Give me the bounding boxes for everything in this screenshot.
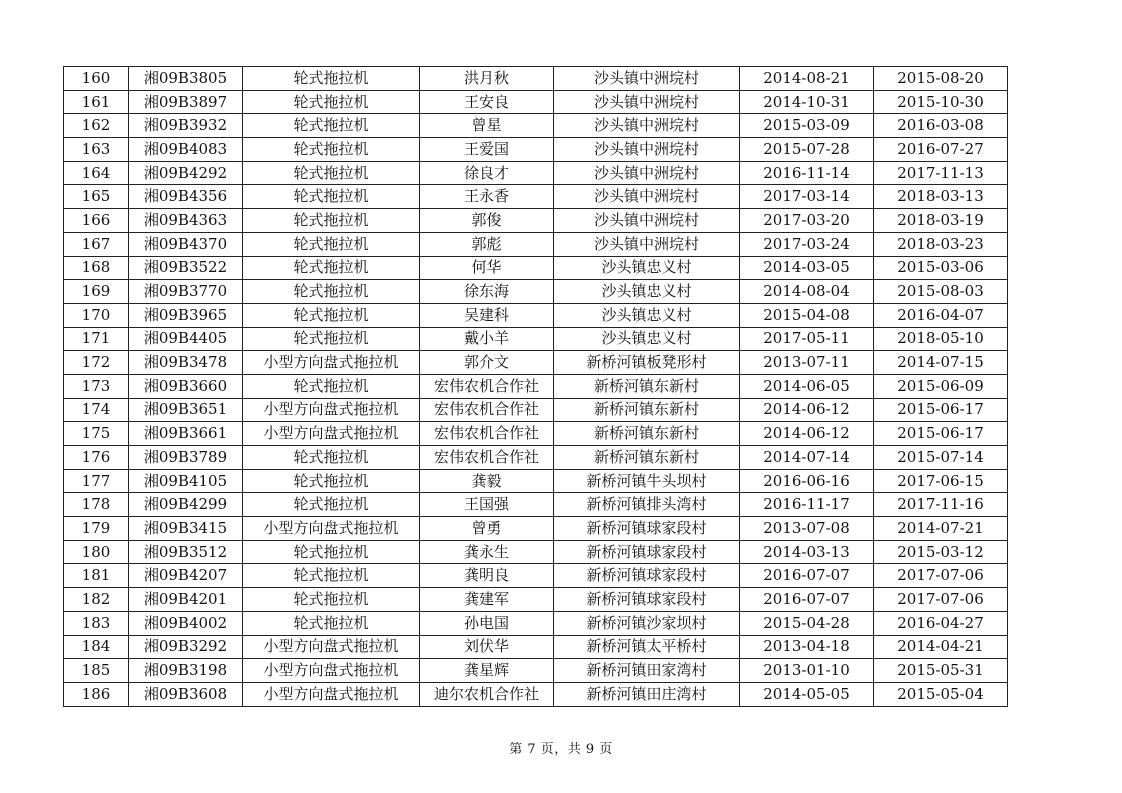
table-row (64, 114, 1008, 138)
table-row (64, 588, 1008, 612)
cell-plate-number: 湘09B3292 (129, 635, 243, 659)
cell-end-date: 2018-03-13 (874, 185, 1008, 209)
cell-end-date: 2017-11-16 (874, 493, 1008, 517)
cell-plate-number: 湘09B3789 (129, 446, 243, 470)
cell-vehicle-type: 小型方向盘式拖拉机 (243, 398, 420, 422)
cell-index: 177 (64, 469, 129, 493)
cell-vehicle-type: 轮式拖拉机 (243, 209, 420, 233)
cell-owner: 徐东海 (420, 280, 554, 304)
cell-owner: 王国强 (420, 493, 554, 517)
cell-index: 169 (64, 280, 129, 304)
cell-end-date: 2015-05-04 (874, 682, 1008, 706)
cell-address: 沙头镇忠义村 (554, 327, 740, 351)
cell-index: 160 (64, 67, 129, 91)
table-row (64, 351, 1008, 375)
cell-index: 179 (64, 517, 129, 541)
table-row (64, 540, 1008, 564)
cell-plate-number: 湘09B3478 (129, 351, 243, 375)
cell-index: 165 (64, 185, 129, 209)
cell-start-date: 2013-07-08 (740, 517, 874, 541)
cell-index: 186 (64, 682, 129, 706)
cell-plate-number: 湘09B4105 (129, 469, 243, 493)
cell-address: 新桥河镇东新村 (554, 374, 740, 398)
cell-end-date: 2017-07-06 (874, 588, 1008, 612)
cell-address: 新桥河镇排头湾村 (554, 493, 740, 517)
cell-vehicle-type: 轮式拖拉机 (243, 588, 420, 612)
table-row (64, 682, 1008, 706)
cell-start-date: 2016-11-17 (740, 493, 874, 517)
cell-start-date: 2014-05-05 (740, 682, 874, 706)
cell-address: 沙头镇忠义村 (554, 256, 740, 280)
cell-end-date: 2015-07-14 (874, 446, 1008, 470)
cell-owner: 戴小羊 (420, 327, 554, 351)
table-row (64, 374, 1008, 398)
cell-owner: 洪月秋 (420, 67, 554, 91)
cell-start-date: 2015-03-09 (740, 114, 874, 138)
cell-index: 172 (64, 351, 129, 375)
table-row (64, 398, 1008, 422)
cell-end-date: 2015-05-31 (874, 659, 1008, 683)
cell-owner: 龚星辉 (420, 659, 554, 683)
cell-index: 168 (64, 256, 129, 280)
cell-plate-number: 湘09B4201 (129, 588, 243, 612)
cell-address: 新桥河镇球家段村 (554, 517, 740, 541)
cell-vehicle-type: 小型方向盘式拖拉机 (243, 351, 420, 375)
cell-plate-number: 湘09B3965 (129, 303, 243, 327)
cell-plate-number: 湘09B3608 (129, 682, 243, 706)
cell-owner: 王爱国 (420, 138, 554, 162)
cell-vehicle-type: 小型方向盘式拖拉机 (243, 682, 420, 706)
cell-start-date: 2016-11-14 (740, 161, 874, 185)
cell-plate-number: 湘09B4370 (129, 232, 243, 256)
cell-owner: 龚永生 (420, 540, 554, 564)
cell-vehicle-type: 小型方向盘式拖拉机 (243, 422, 420, 446)
cell-vehicle-type: 小型方向盘式拖拉机 (243, 517, 420, 541)
cell-index: 164 (64, 161, 129, 185)
cell-address: 沙头镇中洲垸村 (554, 232, 740, 256)
cell-start-date: 2014-06-05 (740, 374, 874, 398)
cell-plate-number: 湘09B3661 (129, 422, 243, 446)
cell-plate-number: 湘09B4356 (129, 185, 243, 209)
cell-address: 沙头镇中洲垸村 (554, 185, 740, 209)
cell-vehicle-type: 轮式拖拉机 (243, 232, 420, 256)
cell-start-date: 2015-04-28 (740, 611, 874, 635)
table-row (64, 517, 1008, 541)
cell-plate-number: 湘09B3651 (129, 398, 243, 422)
cell-vehicle-type: 轮式拖拉机 (243, 161, 420, 185)
cell-vehicle-type: 轮式拖拉机 (243, 327, 420, 351)
cell-plate-number: 湘09B3770 (129, 280, 243, 304)
cell-address: 沙头镇中洲垸村 (554, 161, 740, 185)
cell-start-date: 2014-08-21 (740, 67, 874, 91)
cell-end-date: 2015-03-06 (874, 256, 1008, 280)
table-body (64, 67, 1008, 707)
cell-owner: 龚明良 (420, 564, 554, 588)
cell-address: 沙头镇中洲垸村 (554, 138, 740, 162)
cell-address: 沙头镇中洲垸村 (554, 209, 740, 233)
cell-start-date: 2014-08-04 (740, 280, 874, 304)
cell-vehicle-type: 轮式拖拉机 (243, 611, 420, 635)
cell-vehicle-type: 轮式拖拉机 (243, 374, 420, 398)
cell-address: 新桥河镇球家段村 (554, 588, 740, 612)
cell-start-date: 2014-06-12 (740, 422, 874, 446)
cell-start-date: 2016-07-07 (740, 564, 874, 588)
cell-owner: 龚建军 (420, 588, 554, 612)
cell-owner: 宏伟农机合作社 (420, 374, 554, 398)
table-row (64, 185, 1008, 209)
cell-owner: 宏伟农机合作社 (420, 446, 554, 470)
table-row (64, 446, 1008, 470)
cell-vehicle-type: 轮式拖拉机 (243, 67, 420, 91)
cell-index: 173 (64, 374, 129, 398)
cell-vehicle-type: 轮式拖拉机 (243, 446, 420, 470)
cell-plate-number: 湘09B4405 (129, 327, 243, 351)
cell-end-date: 2016-04-07 (874, 303, 1008, 327)
cell-address: 新桥河镇板凳形村 (554, 351, 740, 375)
cell-owner: 郭俊 (420, 209, 554, 233)
cell-end-date: 2018-03-23 (874, 232, 1008, 256)
cell-plate-number: 湘09B4083 (129, 138, 243, 162)
cell-end-date: 2015-06-17 (874, 398, 1008, 422)
cell-address: 新桥河镇东新村 (554, 398, 740, 422)
cell-owner: 何华 (420, 256, 554, 280)
cell-start-date: 2014-03-13 (740, 540, 874, 564)
cell-start-date: 2016-06-16 (740, 469, 874, 493)
cell-end-date: 2017-07-06 (874, 564, 1008, 588)
cell-owner: 迪尔农机合作社 (420, 682, 554, 706)
cell-end-date: 2018-05-10 (874, 327, 1008, 351)
cell-vehicle-type: 轮式拖拉机 (243, 114, 420, 138)
cell-vehicle-type: 轮式拖拉机 (243, 303, 420, 327)
cell-address: 新桥河镇牛头坝村 (554, 469, 740, 493)
cell-plate-number: 湘09B3897 (129, 90, 243, 114)
cell-owner: 徐良才 (420, 161, 554, 185)
cell-plate-number: 湘09B3522 (129, 256, 243, 280)
cell-vehicle-type: 轮式拖拉机 (243, 280, 420, 304)
cell-index: 184 (64, 635, 129, 659)
cell-start-date: 2014-06-12 (740, 398, 874, 422)
table-row (64, 161, 1008, 185)
cell-plate-number: 湘09B3805 (129, 67, 243, 91)
cell-vehicle-type: 轮式拖拉机 (243, 564, 420, 588)
cell-index: 163 (64, 138, 129, 162)
cell-start-date: 2017-03-14 (740, 185, 874, 209)
cell-index: 161 (64, 90, 129, 114)
cell-plate-number: 湘09B4207 (129, 564, 243, 588)
table-row (64, 67, 1008, 91)
cell-address: 新桥河镇太平桥村 (554, 635, 740, 659)
cell-index: 167 (64, 232, 129, 256)
cell-end-date: 2016-03-08 (874, 114, 1008, 138)
cell-start-date: 2015-07-28 (740, 138, 874, 162)
cell-end-date: 2018-03-19 (874, 209, 1008, 233)
table-row (64, 635, 1008, 659)
cell-plate-number: 湘09B3932 (129, 114, 243, 138)
cell-start-date: 2014-10-31 (740, 90, 874, 114)
cell-address: 新桥河镇球家段村 (554, 540, 740, 564)
cell-vehicle-type: 轮式拖拉机 (243, 185, 420, 209)
cell-index: 171 (64, 327, 129, 351)
cell-address: 沙头镇中洲垸村 (554, 67, 740, 91)
cell-owner: 刘伏华 (420, 635, 554, 659)
cell-end-date: 2017-11-13 (874, 161, 1008, 185)
cell-vehicle-type: 轮式拖拉机 (243, 138, 420, 162)
cell-plate-number: 湘09B4002 (129, 611, 243, 635)
cell-index: 162 (64, 114, 129, 138)
cell-end-date: 2016-07-27 (874, 138, 1008, 162)
cell-address: 新桥河镇东新村 (554, 422, 740, 446)
cell-owner: 龚毅 (420, 469, 554, 493)
registration-table (63, 66, 1008, 707)
cell-index: 178 (64, 493, 129, 517)
cell-address: 沙头镇忠义村 (554, 303, 740, 327)
cell-owner: 孙电国 (420, 611, 554, 635)
cell-index: 176 (64, 446, 129, 470)
cell-address: 沙头镇中洲垸村 (554, 114, 740, 138)
cell-vehicle-type: 小型方向盘式拖拉机 (243, 635, 420, 659)
cell-index: 175 (64, 422, 129, 446)
cell-start-date: 2013-04-18 (740, 635, 874, 659)
cell-index: 185 (64, 659, 129, 683)
cell-vehicle-type: 轮式拖拉机 (243, 90, 420, 114)
table-row (64, 138, 1008, 162)
cell-address: 沙头镇中洲垸村 (554, 90, 740, 114)
cell-end-date: 2014-07-21 (874, 517, 1008, 541)
cell-owner: 郭介文 (420, 351, 554, 375)
cell-start-date: 2017-03-20 (740, 209, 874, 233)
cell-vehicle-type: 轮式拖拉机 (243, 493, 420, 517)
cell-vehicle-type: 轮式拖拉机 (243, 469, 420, 493)
cell-address: 新桥河镇球家段村 (554, 564, 740, 588)
cell-end-date: 2016-04-27 (874, 611, 1008, 635)
cell-plate-number: 湘09B3512 (129, 540, 243, 564)
cell-start-date: 2013-01-10 (740, 659, 874, 683)
cell-index: 166 (64, 209, 129, 233)
cell-plate-number: 湘09B3198 (129, 659, 243, 683)
cell-plate-number: 湘09B4299 (129, 493, 243, 517)
cell-address: 新桥河镇田庄湾村 (554, 682, 740, 706)
table-row (64, 493, 1008, 517)
cell-start-date: 2014-03-05 (740, 256, 874, 280)
cell-start-date: 2014-07-14 (740, 446, 874, 470)
cell-end-date: 2015-06-09 (874, 374, 1008, 398)
cell-owner: 王安良 (420, 90, 554, 114)
cell-index: 181 (64, 564, 129, 588)
cell-end-date: 2014-07-15 (874, 351, 1008, 375)
cell-address: 新桥河镇田家湾村 (554, 659, 740, 683)
cell-address: 沙头镇忠义村 (554, 280, 740, 304)
cell-plate-number: 湘09B3660 (129, 374, 243, 398)
table-row (64, 564, 1008, 588)
table-row (64, 611, 1008, 635)
table-row (64, 659, 1008, 683)
cell-end-date: 2017-06-15 (874, 469, 1008, 493)
cell-index: 182 (64, 588, 129, 612)
cell-address: 新桥河镇东新村 (554, 446, 740, 470)
cell-owner: 郭彪 (420, 232, 554, 256)
cell-start-date: 2016-07-07 (740, 588, 874, 612)
table-row (64, 280, 1008, 304)
cell-owner: 曾勇 (420, 517, 554, 541)
cell-end-date: 2014-04-21 (874, 635, 1008, 659)
page-footer: 第 7 页，共 9 页 (509, 742, 613, 757)
cell-start-date: 2017-03-24 (740, 232, 874, 256)
cell-vehicle-type: 轮式拖拉机 (243, 256, 420, 280)
cell-vehicle-type: 小型方向盘式拖拉机 (243, 659, 420, 683)
table-row (64, 209, 1008, 233)
table-row (64, 422, 1008, 446)
cell-start-date: 2013-07-11 (740, 351, 874, 375)
cell-address: 新桥河镇沙家坝村 (554, 611, 740, 635)
cell-end-date: 2015-06-17 (874, 422, 1008, 446)
table-row (64, 90, 1008, 114)
cell-plate-number: 湘09B4363 (129, 209, 243, 233)
cell-end-date: 2015-03-12 (874, 540, 1008, 564)
cell-index: 180 (64, 540, 129, 564)
cell-start-date: 2017-05-11 (740, 327, 874, 351)
cell-index: 174 (64, 398, 129, 422)
cell-end-date: 2015-08-20 (874, 67, 1008, 91)
cell-owner: 宏伟农机合作社 (420, 422, 554, 446)
cell-index: 170 (64, 303, 129, 327)
cell-start-date: 2015-04-08 (740, 303, 874, 327)
cell-vehicle-type: 轮式拖拉机 (243, 540, 420, 564)
table-row (64, 303, 1008, 327)
cell-plate-number: 湘09B4292 (129, 161, 243, 185)
table-row (64, 256, 1008, 280)
table-row (64, 232, 1008, 256)
cell-index: 183 (64, 611, 129, 635)
cell-owner: 曾星 (420, 114, 554, 138)
cell-owner: 王永香 (420, 185, 554, 209)
cell-end-date: 2015-10-30 (874, 90, 1008, 114)
cell-end-date: 2015-08-03 (874, 280, 1008, 304)
cell-owner: 宏伟农机合作社 (420, 398, 554, 422)
cell-owner: 吴建科 (420, 303, 554, 327)
cell-plate-number: 湘09B3415 (129, 517, 243, 541)
table-row (64, 469, 1008, 493)
table-row (64, 327, 1008, 351)
